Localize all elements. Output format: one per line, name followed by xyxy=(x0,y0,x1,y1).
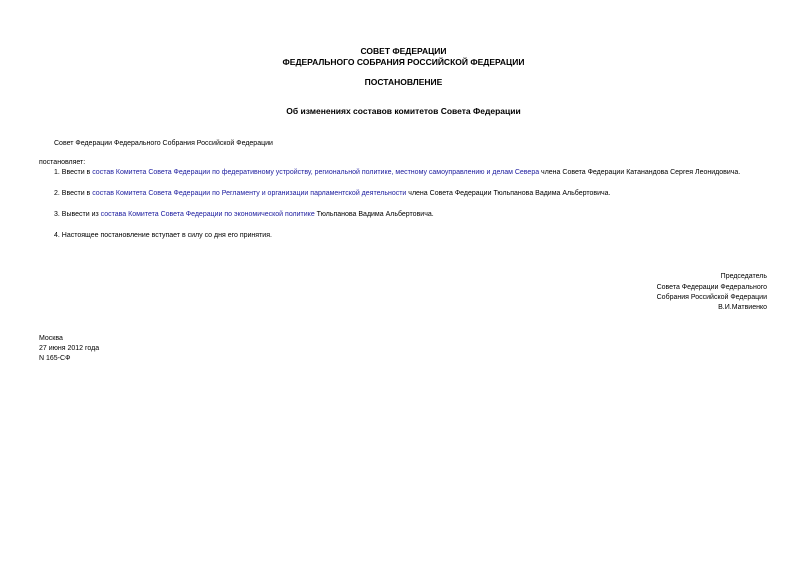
item-2-suffix: члена Совета Федерации Тюльпанова Вадима Альбертовича. xyxy=(406,190,611,197)
item-3 xyxy=(54,210,434,219)
item-1-suffix: члена Совета Федерации Катанандова Сергея Леонидовича. xyxy=(539,169,741,176)
item-1-prefix: 1. Ввести в xyxy=(54,169,93,176)
item-1 xyxy=(54,168,740,177)
item-2-prefix: 2. Ввести в xyxy=(54,190,93,197)
signature-title: Председатель xyxy=(720,273,767,280)
signature-org-line-2: Собрания Российской Федерации xyxy=(656,294,767,301)
item-4-text: 4. Настоящее постановление вступает в силу со дня его принятия. xyxy=(54,232,272,239)
footer-date: 27 июня 2012 года xyxy=(39,345,100,352)
preamble: Совет Федерации Федерального Собрания Российской Федерации xyxy=(54,140,273,147)
signature-name: В.И.Матвиенко xyxy=(718,304,767,311)
item-3-prefix: 3. Вывести из xyxy=(54,211,101,218)
footer-number: N 165-СФ xyxy=(39,355,71,362)
document-title: Об изменениях составов комитетов Совета Федерации xyxy=(286,106,521,116)
footer-city: Москва xyxy=(39,335,63,342)
item-4 xyxy=(54,231,272,240)
resolves-text: постановляет: xyxy=(39,159,86,166)
item-2-link[interactable]: состав Комитета Совета Федерации по Регламенту и организации парламентской деятельности xyxy=(92,190,407,197)
document-type: ПОСТАНОВЛЕНИЕ xyxy=(364,77,443,87)
item-1-link[interactable]: состав Комитета Совета Федерации по федеративному устройству, региональной политике, местному самоуправлению и делам Севера xyxy=(92,169,540,176)
signature-org-line-1: Совета Федерации Федерального xyxy=(656,284,767,291)
header-line-1: СОВЕТ ФЕДЕРАЦИИ xyxy=(360,46,447,56)
header-line-2: ФЕДЕРАЛЬНОГО СОБРАНИЯ РОССИЙСКОЙ ФЕДЕРАЦИИ xyxy=(282,57,525,67)
item-3-suffix: Тюльпанова Вадима Альбертовича. xyxy=(314,211,434,218)
item-2 xyxy=(54,189,610,198)
item-3-link[interactable]: состава Комитета Совета Федерации по экономической политике xyxy=(100,211,315,218)
